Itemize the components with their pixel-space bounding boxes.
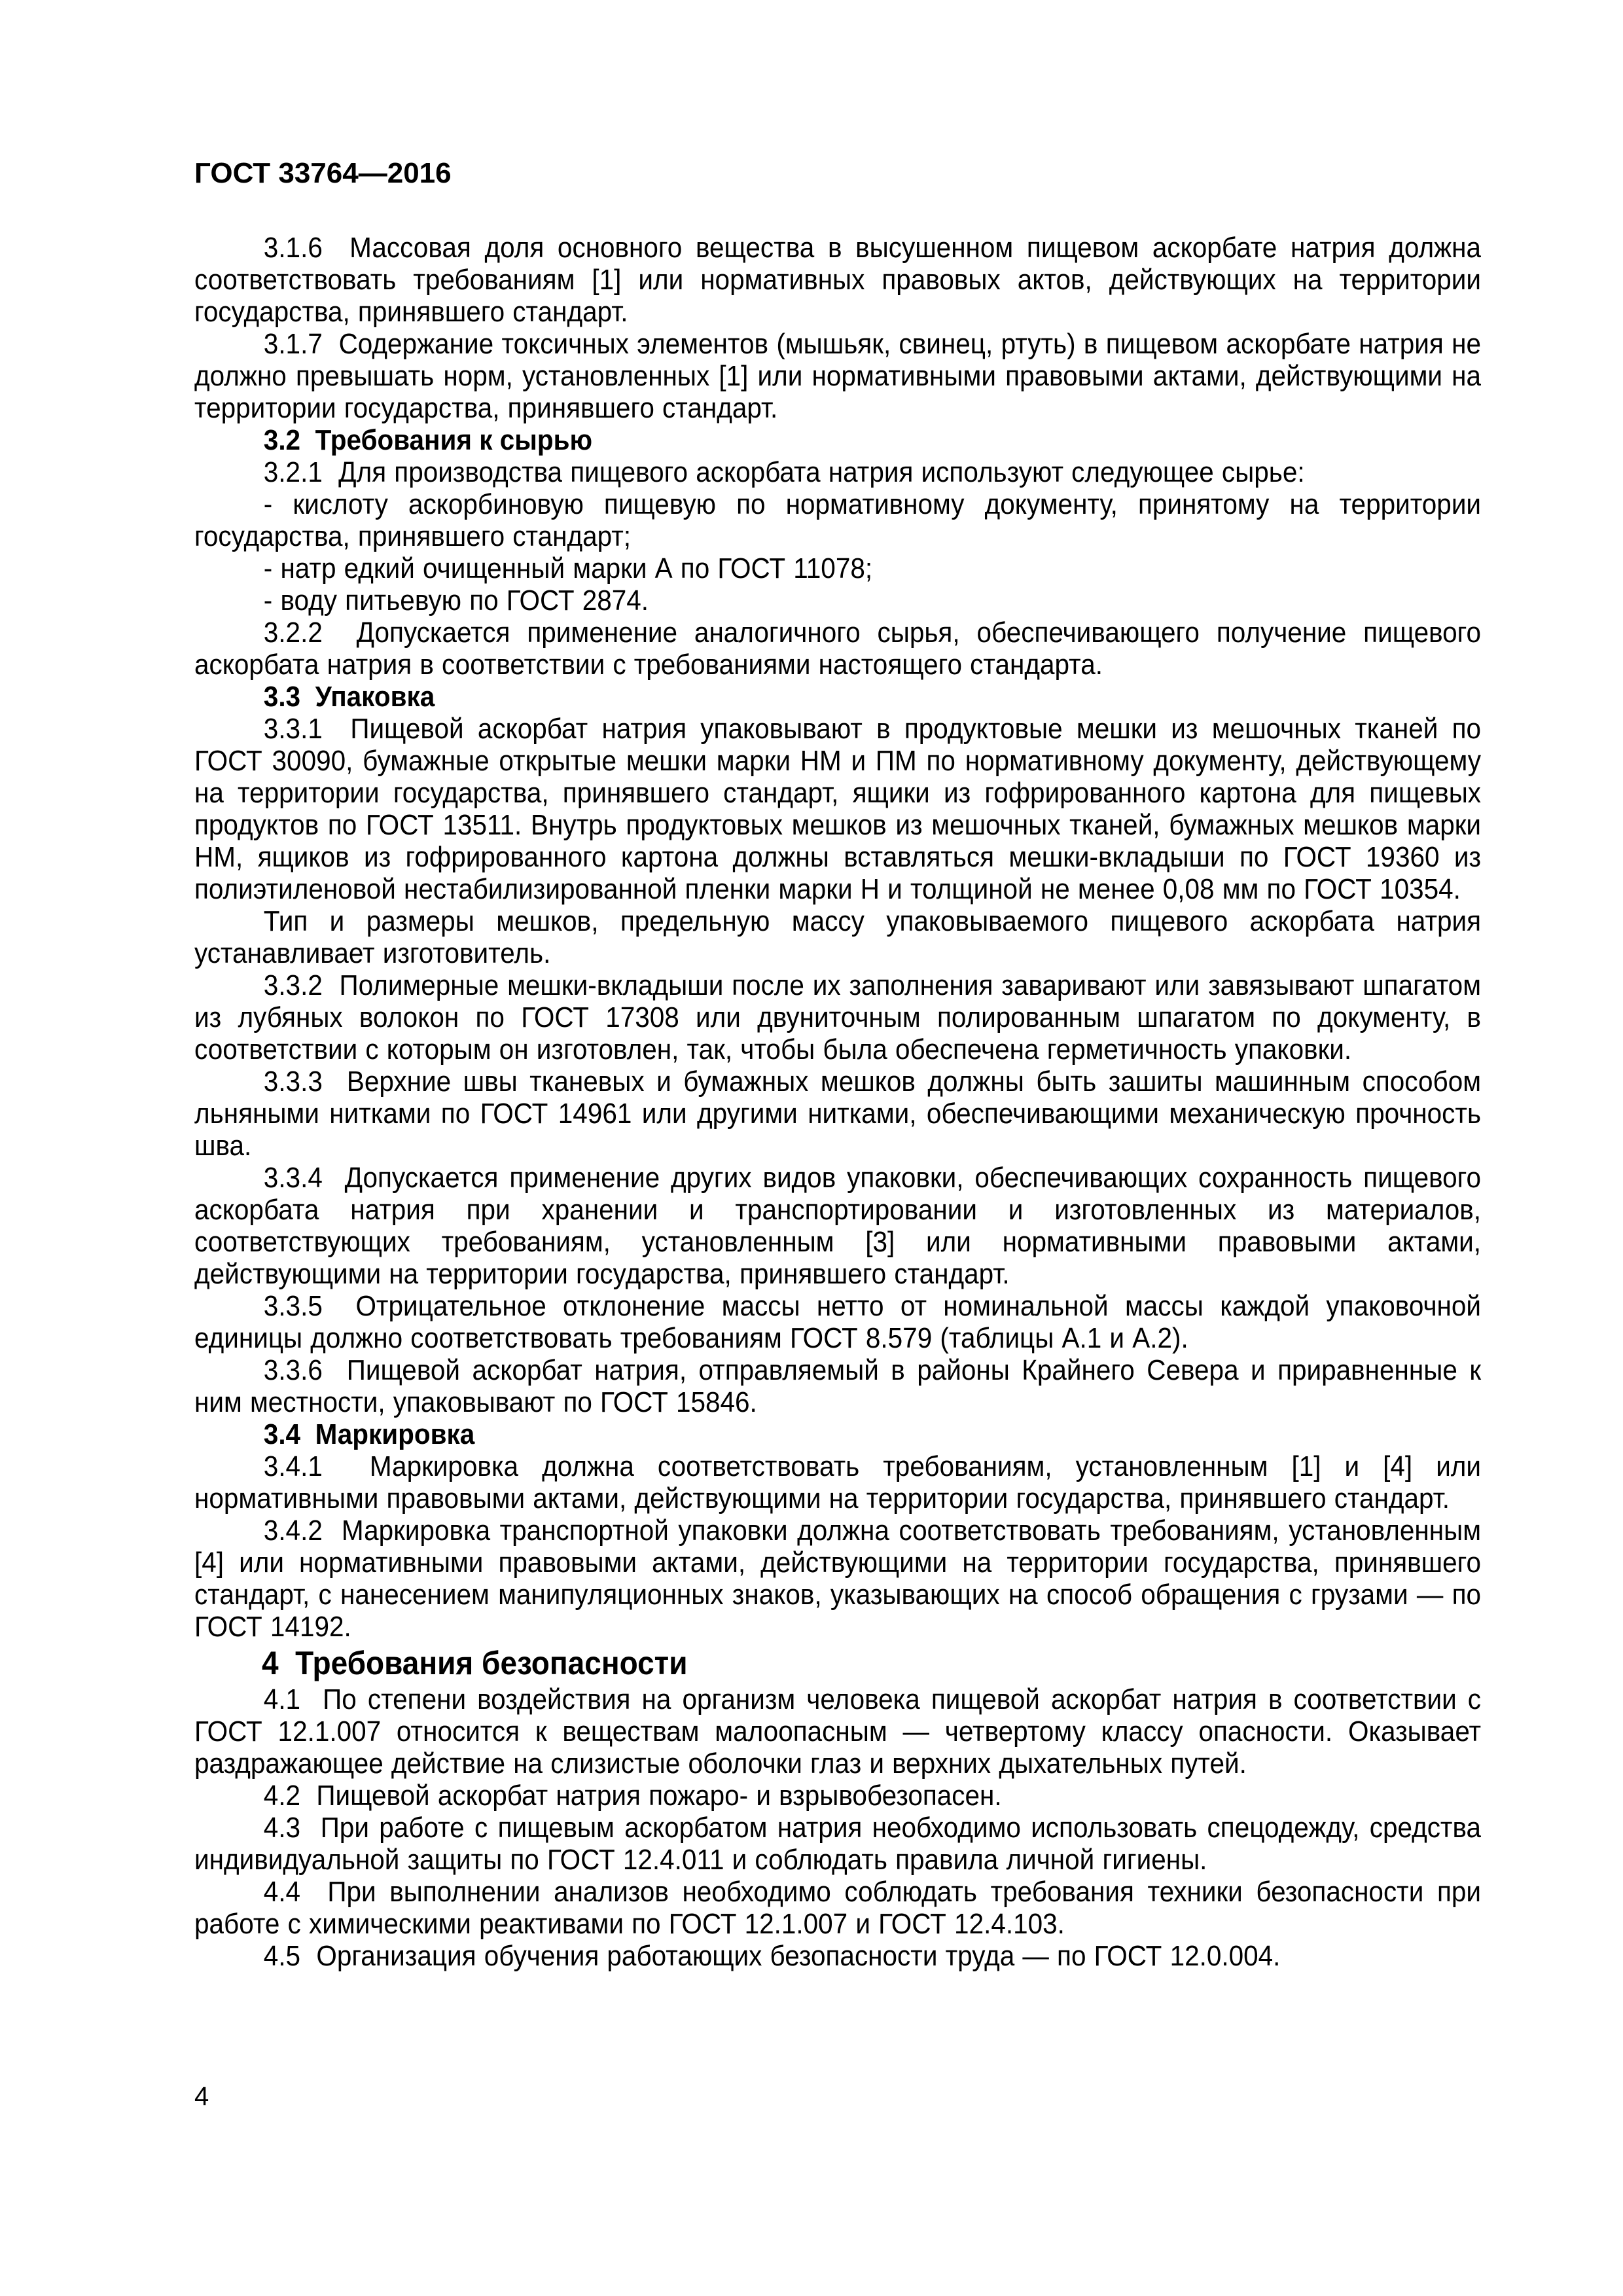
clause-3-1-6: 3.1.6 Массовая доля основного вещества в высушенном пищевом аскорбате натрия должна соответствовать требованиям [1] или нормативных правовых актов, действующих на территории государства, принявшего стандарт. [194,232,1482,328]
clause-3-2-1: 3.2.1 Для производства пищевого аскорбата натрия используют следующее сырье: [263,456,1305,488]
clause-3-3-5: 3.3.5 Отрицательное отклонение массы нетто от номинальной массы каждой упаковочной единицы должно соответствовать требованиям ГОСТ 8.579 (таблицы А.1 и А.2). [194,1290,1482,1354]
raw-material-item-drinking-water: - воду питьевую по ГОСТ 2874. [263,584,649,617]
heading-3-2-raw-materials: 3.2 Требования к сырью [263,424,593,456]
clause-3-3-1: 3.3.1 Пищевой аскорбат натрия упаковывают в продуктовые мешки из мешочных тканей по ГОСТ 30090, бумажные открытые мешки марки НМ и ПМ по нормативному документу, действующему на территории государства, принявшего стандарт, ящики из гофрированного картона для пищевых продуктов по ГОСТ 13511. Внутрь продуктовых мешков из мешочных тканей, бумажных мешков марки НМ, ящиков из гофрированного картона должны вставляться мешки-вкладыши по ГОСТ 19360 из полиэтиленовой нестабилизированной пленки марки Н и толщиной не менее 0,08 мм по ГОСТ 10354. [194,713,1482,905]
page-number: 4 [194,2082,209,2111]
heading-3-4-marking: 3.4 Маркировка [263,1418,475,1450]
clause-3-3-1-continuation: Тип и размеры мешков, предельную массу упаковываемого пищевого аскорбата натрия устанавливает изготовитель. [194,905,1482,969]
clause-3-3-6: 3.3.6 Пищевой аскорбат натрия, отправляемый в районы Крайнего Севера и приравненные к ним местности, упаковывают по ГОСТ 15846. [194,1354,1482,1418]
raw-material-item-ascorbic-acid: - кислоту аскорбиновую пищевую по нормативному документу, принятому на территории государства, принявшего стандарт; [194,488,1482,552]
heading-3-3-packaging: 3.3 Упаковка [263,681,435,713]
clause-3-3-3: 3.3.3 Верхние швы тканевых и бумажных мешков должны быть зашиты машинным способом льняными нитками по ГОСТ 14961 или другими нитками, обеспечивающими механическую прочность шва. [194,1066,1482,1162]
raw-material-item-sodium-hydroxide: - натр едкий очищенный марки А по ГОСТ 11078; [263,552,873,584]
clause-3-3-2: 3.3.2 Полимерные мешки-вкладыши после их заполнения заваривают или завязывают шпагатом из лубяных волокон по ГОСТ 17308 или двуниточным полированным шпагатом по документу, в соответствии с которым он изготовлен, так, чтобы была обеспечена герметичность упаковки. [194,969,1482,1066]
running-header-standard-code: ГОСТ 33764—2016 [194,157,452,189]
document-body [194,232,1481,1972]
clause-4-4: 4.4 При выполнении анализов необходимо соблюдать требования техники безопасности при работе с химическими реактивами по ГОСТ 12.1.007 и ГОСТ 12.4.103. [194,1876,1482,1940]
clause-3-4-2: 3.4.2 Маркировка транспортной упаковки должна соответствовать требованиям, установленным [4] или нормативными правовыми актами, действующими на территории государства, принявшего стандарт, с нанесением манипуляционных знаков, указывающих на способ обращения с грузами — по ГОСТ 14192. [194,1515,1482,1643]
clause-3-2-2: 3.2.2 Допускается применение аналогичного сырья, обеспечивающего получение пищевого аскорбата натрия в соответствии с требованиями настоящего стандарта. [194,617,1482,681]
heading-4-safety-requirements: 4 Требования безопасности [262,1645,688,1681]
clause-3-4-1: 3.4.1 Маркировка должна соответствовать требованиям, установленным [1] и [4] или нормативными правовыми актами, действующими на территории государства, принявшего стандарт. [194,1450,1482,1515]
clause-4-2: 4.2 Пищевой аскорбат натрия пожаро- и взрывобезопасен. [263,1780,1002,1812]
clause-3-3-4: 3.3.4 Допускается применение других видов упаковки, обеспечивающих сохранность пищевого аскорбата натрия при хранении и транспортировании и изготовленных из материалов, соответствующих требованиям, установленным [3] или нормативными правовыми актами, действующими на территории государства, принявшего стандарт. [194,1162,1482,1290]
clause-3-1-7: 3.1.7 Содержание токсичных элементов (мышьяк, свинец, ртуть) в пищевом аскорбате натрия не должно превышать норм, установленных [1] или нормативными правовыми актами, действующими на территории государства, принявшего стандарт. [194,328,1482,424]
clause-4-5: 4.5 Организация обучения работающих безопасности труда — по ГОСТ 12.0.004. [263,1940,1281,1972]
clause-4-3: 4.3 При работе с пищевым аскорбатом натрия необходимо использовать спецодежду, средства индивидуальной защиты по ГОСТ 12.4.011 и соблюдать правила личной гигиены. [194,1812,1482,1876]
clause-4-1: 4.1 По степени воздействия на организм человека пищевой аскорбат натрия в соответствии с ГОСТ 12.1.007 относится к веществам малоопасным — четвертому классу опасности. Оказывает раздражающее действие на слизистые оболочки глаз и верхних дыхательных путей. [194,1683,1482,1780]
